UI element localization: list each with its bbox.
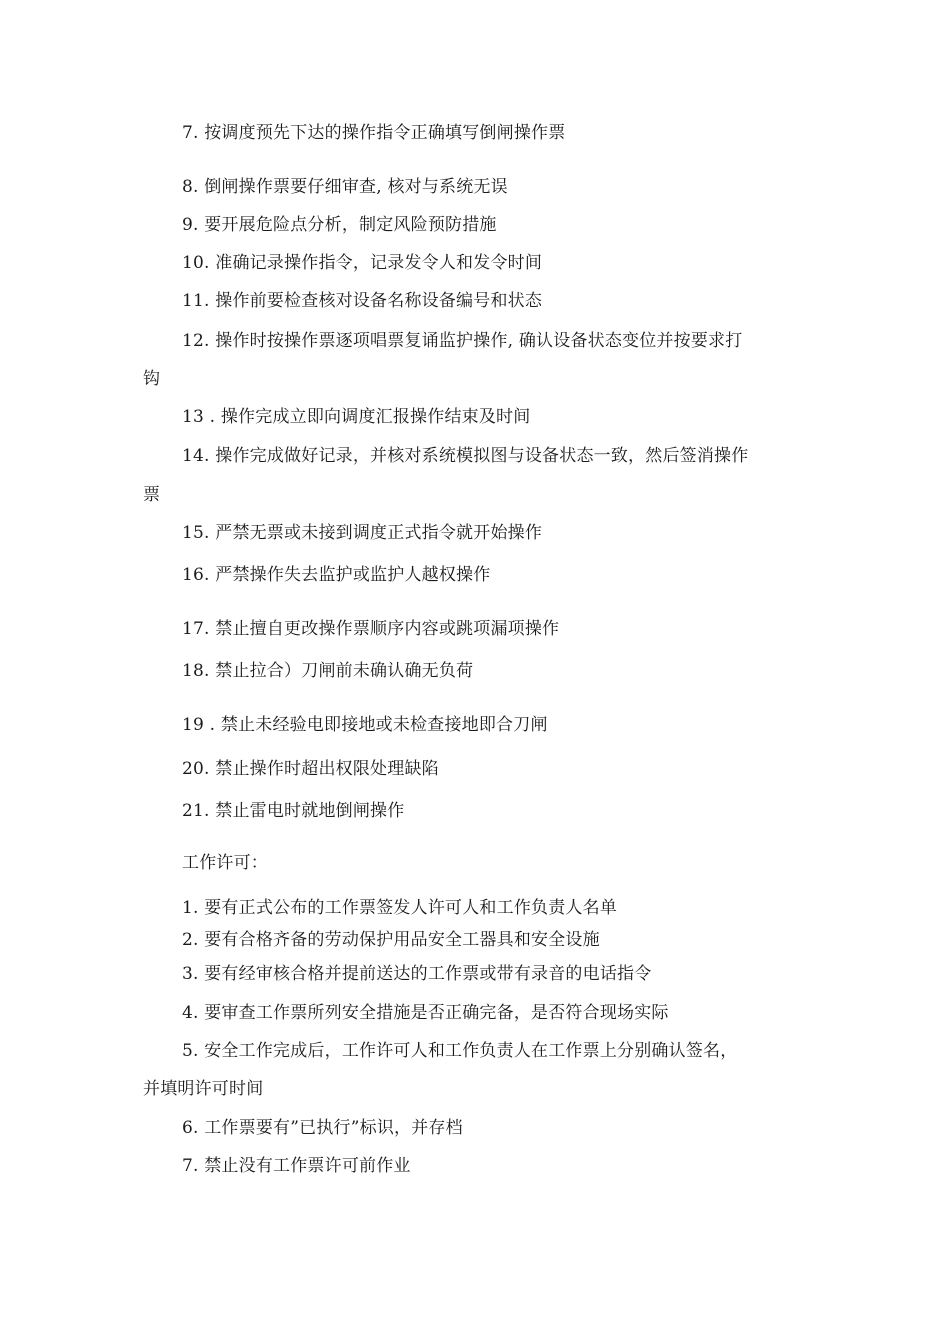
list-item [182, 758, 439, 780]
list-item [182, 800, 404, 822]
list-item [182, 290, 542, 312]
item-number: 3. [182, 964, 199, 984]
list-item-continuation: 并填明许可时间 [143, 1079, 264, 1099]
item-number: 2. [182, 930, 199, 950]
item-number: 7. [182, 123, 199, 143]
item-text: 工作票要有”已执行”标识，并存档 [204, 1118, 463, 1138]
item-number: 10. [182, 253, 210, 273]
item-text: 准确记录操作指令，记录发令人和发令时间 [215, 253, 543, 273]
list-item [182, 214, 497, 236]
item-text: 严禁无票或未接到调度正式指令就开始操作 [215, 523, 543, 543]
item-text: 要有正式公布的工作票签发人许可人和工作负责人名单 [204, 898, 618, 918]
list-item [182, 1117, 463, 1139]
item-text: 禁止操作时超出权限处理缺陷 [215, 759, 439, 779]
list-item [182, 330, 742, 352]
item-text: 要有合格齐备的劳动保护用品安全工器具和安全设施 [204, 930, 600, 950]
item-text: 要审查工作票所列安全措施是否正确完备，是否符合现场实际 [204, 1003, 669, 1023]
item-text: 禁止未经验电即接地或未检查接地即合刀闸 [220, 715, 548, 735]
list-item [182, 176, 508, 198]
item-text: 操作时按操作票逐项唱票复诵监护操作, 确认设备状态变位并按要求打 [215, 331, 743, 351]
item-number: 18. [182, 661, 210, 681]
item-number: 17. [182, 619, 210, 639]
item-number: 11. [182, 291, 210, 311]
item-number: 7. [182, 1156, 199, 1176]
item-text: 要有经审核合格并提前送达的工作票或带有录音的电话指令 [204, 964, 652, 984]
list-item [182, 1155, 411, 1177]
list-item [182, 522, 542, 544]
item-number: 19 . [182, 715, 216, 735]
item-text: 操作完成做好记录，并核对系统模拟图与设备状态一致，然后签消操作 [215, 446, 749, 466]
item-text: 操作前要检查核对设备名称设备编号和状态 [215, 291, 543, 311]
section-heading: 工作许可： [182, 853, 268, 873]
item-number: 8. [182, 177, 199, 197]
item-number: 6. [182, 1118, 199, 1138]
list-item [182, 963, 651, 985]
item-text: 禁止擅自更改操作票顺序内容或跳项漏项操作 [215, 619, 560, 639]
list-item [182, 445, 748, 467]
item-number: 13 . [182, 407, 216, 427]
item-text: 严禁操作失去监护或监护人越权操作 [215, 565, 491, 585]
item-number: 5. [182, 1041, 199, 1061]
item-text: 倒闸操作票要仔细审查, 核对与系统无误 [204, 177, 508, 197]
list-item [182, 1040, 737, 1062]
list-item [182, 660, 473, 682]
list-item [182, 1002, 669, 1024]
list-item [182, 406, 530, 428]
list-item [182, 618, 559, 640]
list-item [182, 714, 548, 736]
list-item [182, 564, 490, 586]
item-text: 安全工作完成后，工作许可人和工作负责人在工作票上分别确认签名， [204, 1041, 738, 1061]
item-text: 操作完成立即向调度汇报操作结束及时间 [220, 407, 531, 427]
item-number: 21. [182, 801, 210, 821]
item-number: 9. [182, 215, 199, 235]
list-item-continuation: 钩 [143, 369, 161, 389]
item-text: 要开展危险点分析，制定风险预防措施 [204, 215, 497, 235]
list-item [182, 929, 600, 951]
list-item [182, 122, 565, 144]
item-text: 禁止没有工作票许可前作业 [204, 1156, 411, 1176]
item-text: 按调度预先下达的操作指令正确填写倒闸操作票 [204, 123, 566, 143]
item-number: 20. [182, 759, 210, 779]
item-text: 禁止拉合）刀闸前未确认确无负荷 [215, 661, 474, 681]
item-text: 禁止雷电时就地倒闸操作 [215, 801, 405, 821]
list-item [182, 897, 617, 919]
item-number: 16. [182, 565, 210, 585]
list-item [182, 252, 542, 274]
list-item-continuation: 票 [143, 485, 161, 505]
item-number: 12. [182, 331, 210, 351]
item-number: 15. [182, 523, 210, 543]
item-number: 4. [182, 1003, 199, 1023]
item-number: 1. [182, 898, 199, 918]
item-number: 14. [182, 446, 210, 466]
